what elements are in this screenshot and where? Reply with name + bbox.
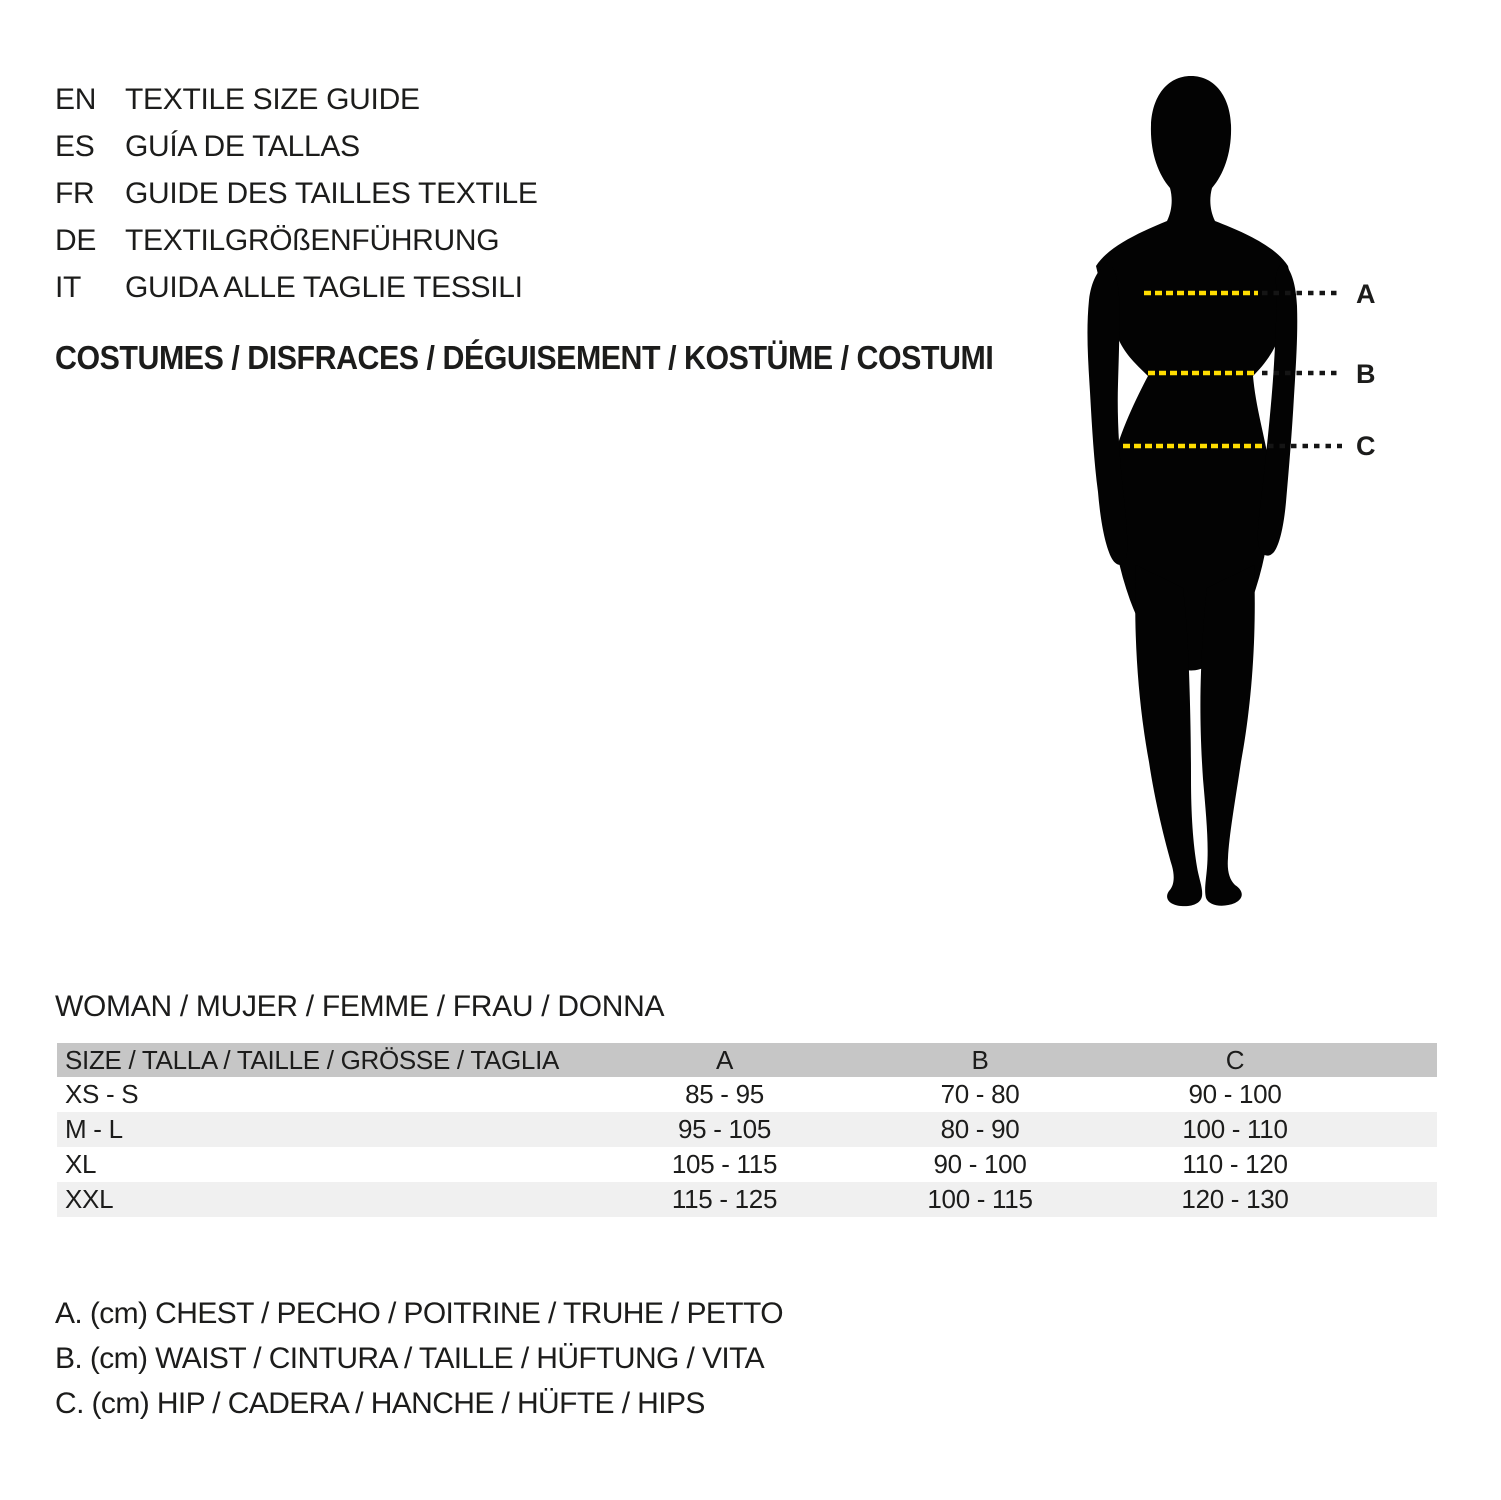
silhouette-right-leg (1200, 565, 1254, 906)
hip-cell: 90 - 100 (1188, 1079, 1282, 1109)
language-row-de (55, 217, 538, 264)
table-row-xxl (57, 1182, 1437, 1217)
language-label: GUÍA DE TALLAS (125, 129, 360, 163)
chest-cell: 105 - 115 (671, 1149, 778, 1179)
size-cell: XXL (65, 1184, 114, 1214)
legend-chest: A. (cm) CHEST / PECHO / POITRINE / TRUHE / PETTO (55, 1296, 783, 1330)
legend-hip: C. (cm) HIP / CADERA / HANCHE / HÜFTE / HIPS (55, 1386, 705, 1420)
legend-waist: B. (cm) WAIST / CINTURA / TAILLE / HÜFTUNG / VITA (55, 1341, 764, 1375)
waist-cell: 80 - 90 (940, 1114, 1020, 1144)
language-label: GUIDE DES TAILLES TEXTILE (125, 176, 538, 210)
hip-cell: 100 - 110 (1182, 1114, 1288, 1144)
language-label: TEXTILGRÖßENFÜHRUNG (125, 223, 500, 257)
language-label: GUIDA ALLE TAGLIE TESSILI (125, 270, 523, 304)
table-row-m-l (57, 1112, 1437, 1147)
waist-cell: 90 - 100 (933, 1149, 1027, 1179)
hip-label-c: C (1356, 431, 1376, 461)
language-code: IT (55, 270, 82, 304)
category-title: COSTUMES / DISFRACES / DÉGUISEMENT / KOSTÜME / COSTUMI (55, 339, 994, 376)
column-header-b: B (971, 1044, 989, 1075)
column-header-a: A (715, 1044, 734, 1075)
language-row-en (55, 76, 538, 123)
size-table-header-row (57, 1043, 1437, 1077)
language-code: ES (55, 129, 95, 163)
chest-cell: 85 - 95 (685, 1079, 764, 1109)
table-section-title: WOMAN / MUJER / FEMME / FRAU / DONNA (55, 990, 665, 1023)
language-title-list (55, 76, 538, 311)
size-table (57, 1043, 1437, 1217)
language-row-es (55, 123, 538, 170)
column-header-c: C (1225, 1044, 1245, 1075)
column-header-size: SIZE / TALLA / TAILLE / GRÖSSE / TAGLIA (65, 1044, 560, 1075)
language-row-it (55, 264, 538, 311)
size-cell: XL (65, 1149, 97, 1179)
woman-silhouette (1087, 76, 1297, 906)
woman-silhouette-figure (1040, 60, 1400, 960)
hip-cell: 110 - 120 (1182, 1149, 1288, 1179)
chest-label-a: A (1356, 279, 1376, 309)
size-cell: XS - S (65, 1079, 139, 1109)
waist-cell: 100 - 115 (927, 1184, 1033, 1214)
measurement-legend (55, 1291, 783, 1426)
size-cell: M - L (65, 1114, 123, 1144)
language-code: EN (55, 82, 97, 116)
table-row-xs-s (57, 1077, 1437, 1112)
language-code: DE (55, 223, 97, 257)
chest-cell: 95 - 105 (677, 1114, 771, 1144)
language-row-fr (55, 170, 538, 217)
language-code: FR (55, 176, 95, 210)
chest-cell: 115 - 125 (671, 1184, 778, 1214)
language-label: TEXTILE SIZE GUIDE (125, 82, 420, 116)
waist-cell: 70 - 80 (940, 1079, 1020, 1109)
hip-cell: 120 - 130 (1181, 1184, 1289, 1214)
table-row-xl (57, 1147, 1437, 1182)
waist-label-b: B (1356, 359, 1376, 389)
